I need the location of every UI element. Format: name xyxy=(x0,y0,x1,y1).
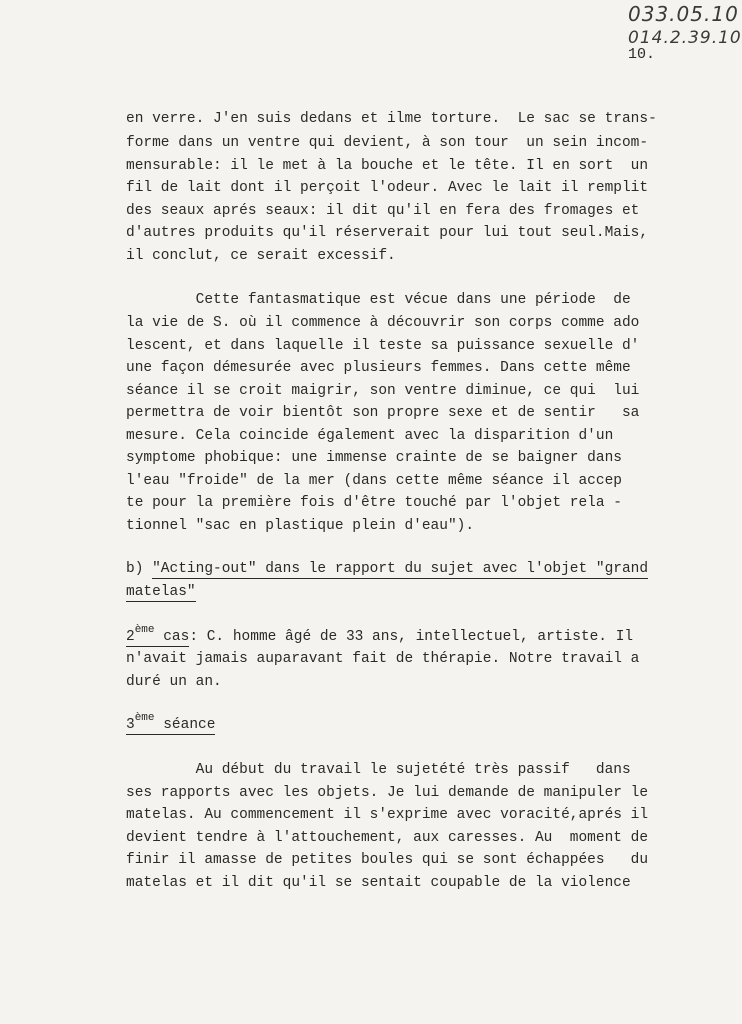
section-title-line-1: "Acting-out" dans le rapport du sujet avec l'objet "grand xyxy=(152,561,649,577)
archive-stamp-line-1: 033.05.10 xyxy=(628,2,739,26)
text-line: forme dans un ventre qui devient, à son tour un sein incom- xyxy=(126,135,649,151)
section-heading xyxy=(126,562,648,577)
session-ordinal: ème xyxy=(134,712,155,724)
text-line: te pour la première fois d'être touché par l'objet rela - xyxy=(126,495,622,511)
case-number: 2 xyxy=(126,629,135,645)
session-word: séance xyxy=(154,717,216,733)
text-line: des seaux aprés seaux: il dit qu'il en fera des fromages et xyxy=(126,203,640,219)
text-line: d'autres produits qu'il réserverait pour lui tout seul.Mais, xyxy=(126,225,649,241)
text-line: matelas et il dit qu'il se sentait coupable de la violence xyxy=(126,875,631,891)
session-heading xyxy=(126,712,216,733)
section-title-line-2: matelas" xyxy=(126,584,196,600)
session-label xyxy=(126,712,216,735)
text-line: permettra de voir bientôt son propre sexe et de sentir sa xyxy=(126,405,640,421)
text-line: duré un an. xyxy=(126,674,222,690)
text-line: mensurable: il le met à la bouche et le tête. Il en sort un xyxy=(126,158,649,174)
text-line: une façon démesurée avec plusieurs femmes. Dans cette même xyxy=(126,360,631,376)
text-line: fil de lait dont il perçoit l'odeur. Avec le lait il remplit xyxy=(126,180,649,196)
text-line: devient tendre à l'attouchement, aux caresses. Au moment de xyxy=(126,830,649,846)
archive-stamp-line-2: 014.2.39.10 xyxy=(628,28,742,48)
text-line: Cette fantasmatique est vécue dans une période de xyxy=(126,292,631,308)
text-line: finir il amasse de petites boules qui se sont échappées du xyxy=(126,852,649,868)
page-number: 10. xyxy=(628,46,656,63)
text-line: la vie de S. où il commence à découvrir son corps comme ado xyxy=(126,315,640,331)
text-line: matelas. Au commencement il s'exprime avec voracité,aprés il xyxy=(126,807,649,823)
text-line: n'avait jamais auparavant fait de thérapie. Notre travail a xyxy=(126,651,640,667)
section-heading-continuation xyxy=(126,585,196,600)
text-line: mesure. Cela coincide également avec la disparition d'un xyxy=(126,428,614,444)
case-description: : C. homme âgé de 33 ans, intellectuel, artiste. Il xyxy=(189,629,634,645)
case-word: cas xyxy=(154,629,190,645)
text-line: Au début du travail le sujetété très passif dans xyxy=(126,762,631,778)
text-line: séance il se croit maigrir, son ventre diminue, ce qui lui xyxy=(126,383,640,399)
case-heading-line xyxy=(126,624,634,645)
session-number: 3 xyxy=(126,717,135,733)
text-line: lescent, et dans laquelle il teste sa puissance sexuelle d' xyxy=(126,338,640,354)
case-ordinal: ème xyxy=(134,624,155,636)
case-label xyxy=(126,624,190,647)
text-line: ses rapports avec les objets. Je lui demande de manipuler le xyxy=(126,785,649,801)
text-line: en verre. J'en suis dedans et ilme torture. Le sac se trans- xyxy=(126,111,657,127)
text-line: il conclut, ce serait excessif. xyxy=(126,248,396,264)
text-line: l'eau "froide" de la mer (dans cette même séance il accep xyxy=(126,473,622,489)
text-line: tionnel "sac en plastique plein d'eau"). xyxy=(126,518,475,534)
text-line: symptome phobique: une immense crainte de se baigner dans xyxy=(126,450,622,466)
section-prefix: b) xyxy=(126,561,153,577)
